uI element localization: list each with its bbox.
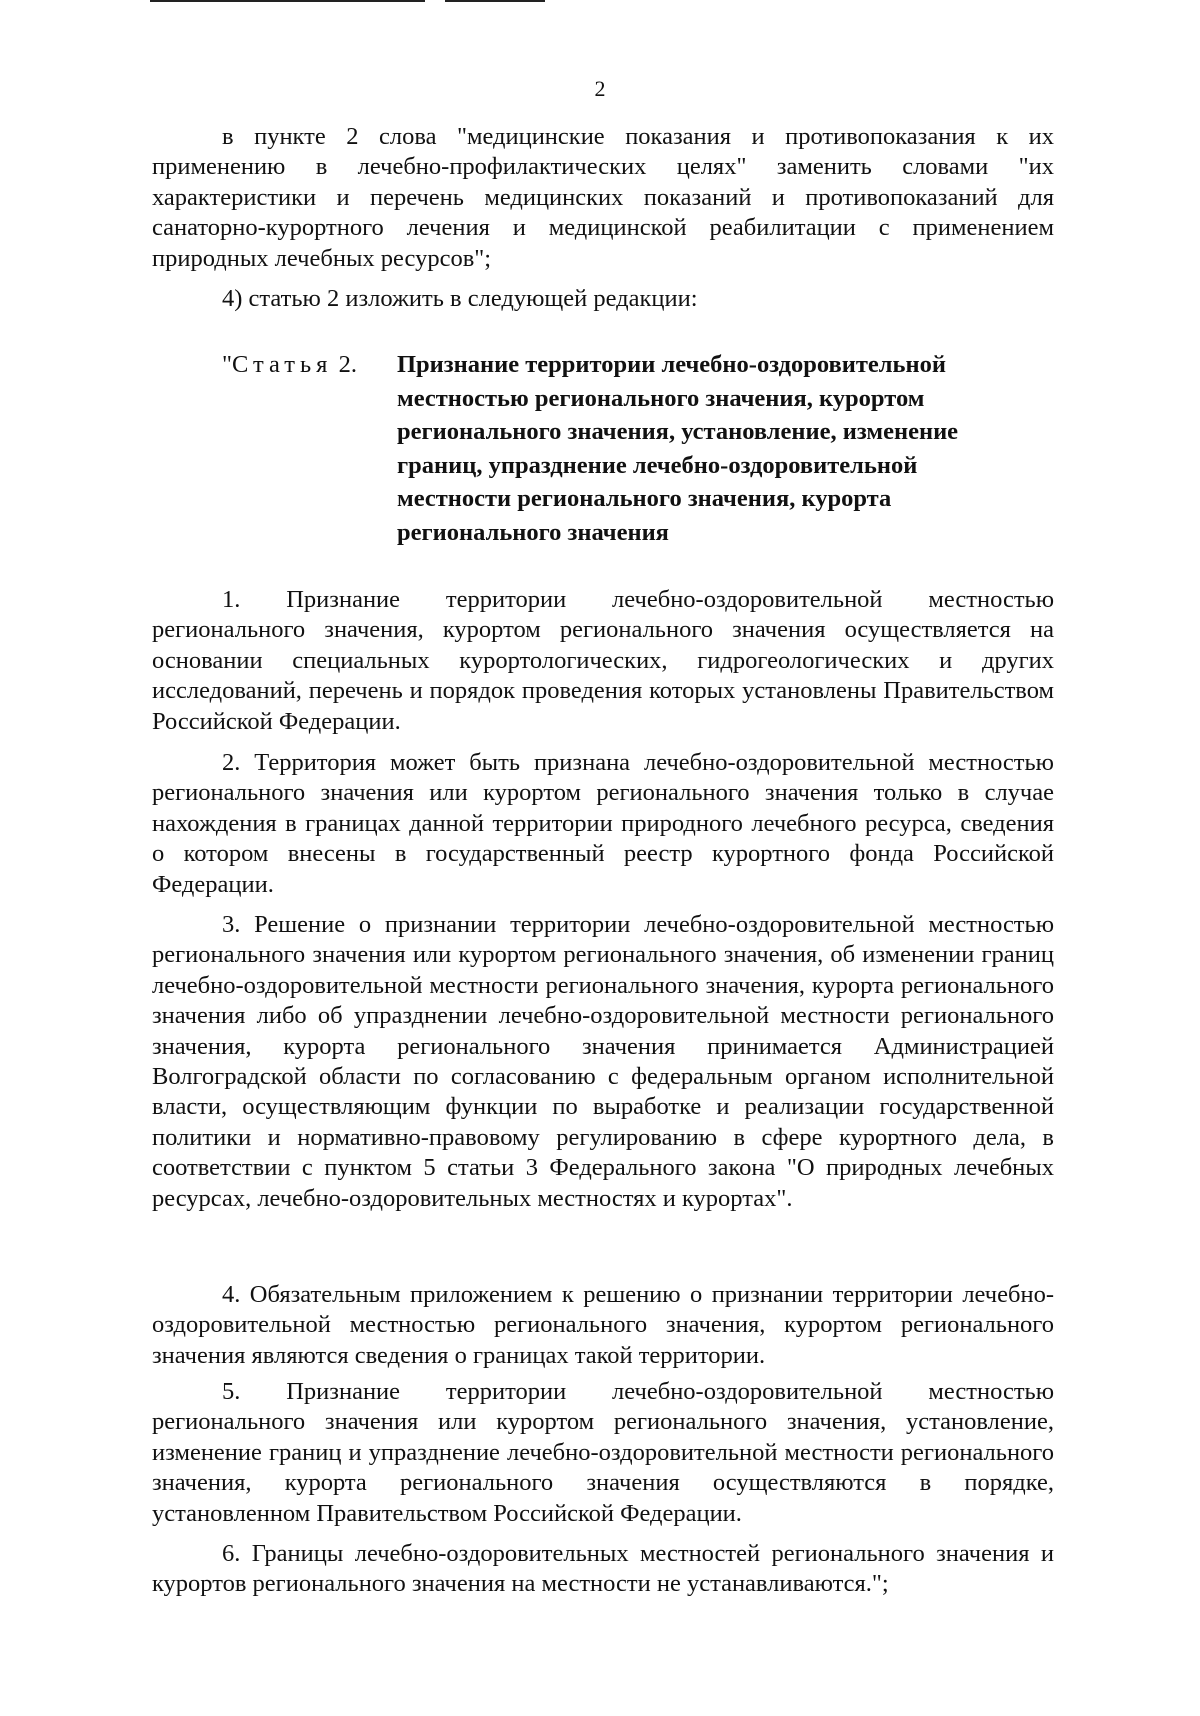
article-title-line: регионального значения, установление, изменение <box>397 418 959 445</box>
article-label-number: 2. <box>332 351 357 378</box>
article-item-3: 3. Решение о признании территории лечебно-оздоровительной местностью регионального значения или курортом регионального значения, об изменении границ лечебно-оздоровительной местности регионального значения, курорта регионального значения либо об упразднении лечебно-оздоровительной местности регионального значения, курорта регионального значения принимается Администрацией Волгоградской области по согласованию с федеральным органом исполнительной власти, осуществляющим функции по выработке и реализации государственной политики и нормативно-правовому регулированию в сфере курортного дела, в соответствии с пунктом 5 статьи 3 Федерального закона "О природных лечебных ресурсах, лечебно-оздоровительных местностях и курортах". <box>152 911 1054 1212</box>
article-title-line: местностью регионального значения, курортом <box>397 384 925 412</box>
article-item-1: 1. Признание территории лечебно-оздоровительной местностью регионального значения, курортом регионального значения осуществляется на основании специальных курортологических, гидрогеологических и других исследований, перечень и порядок проведения которых установлены Правительством Российской Федерации. <box>152 586 1054 735</box>
article-label-word: Статья <box>232 351 333 378</box>
article-label-quote: " <box>222 351 233 378</box>
article-item-2: 2. Территория может быть признана лечебно-оздоровительной местностью регионального значения или курортом регионального значения только в случае нахождения в границах данной территории природного лечебного ресурса, сведения о котором внесены в государственный реестр курортного фонда Российской Федерации. <box>152 749 1054 898</box>
intro-paragraph-1: в пункте 2 слова "медицинские показания и противопоказания к их применению в лечебно-профилактических целях" заменить словами "их характеристики и перечень медицинских показаний и противопоказаний для санаторно-курортного лечения и медицинской реабилитации с применением природных лечебных ресурсов"; <box>152 123 1054 272</box>
page-number: 2 <box>594 76 606 101</box>
article-title-line: местности регионального значения, курорта <box>397 485 892 512</box>
article-item-4: 4. Обязательным приложением к решению о признании территории лечебно-оздоровительной местностью регионального значения, курортом регионального значения являются сведения о границах такой территории. <box>152 1281 1054 1369</box>
top-scan-rule-left <box>150 0 425 2</box>
article-label <box>222 348 357 382</box>
article-title-line: Признание территории лечебно-оздоровительной <box>397 351 946 378</box>
article-item-5: 5. Признание территории лечебно-оздоровительной местностью регионального значения или курортом регионального значения, установление, изменение границ и упразднение лечебно-оздоровительной местности регионального значения, курорта регионального значения осуществляются в порядке, установленном Правительством Российской Федерации. <box>152 1378 1054 1527</box>
article-title-line: границ, упразднение лечебно-оздоровительной <box>397 451 918 479</box>
intro-paragraph-2: 4) статью 2 изложить в следующей редакции: <box>222 285 698 312</box>
article-title-line: регионального значения <box>397 518 669 546</box>
article-title <box>397 348 1097 549</box>
article-item-6: 6. Границы лечебно-оздоровительных местностей регионального значения и курортов регионального значения на местности не устанавливаются."; <box>152 1540 1054 1598</box>
top-scan-rule-right <box>445 0 545 2</box>
